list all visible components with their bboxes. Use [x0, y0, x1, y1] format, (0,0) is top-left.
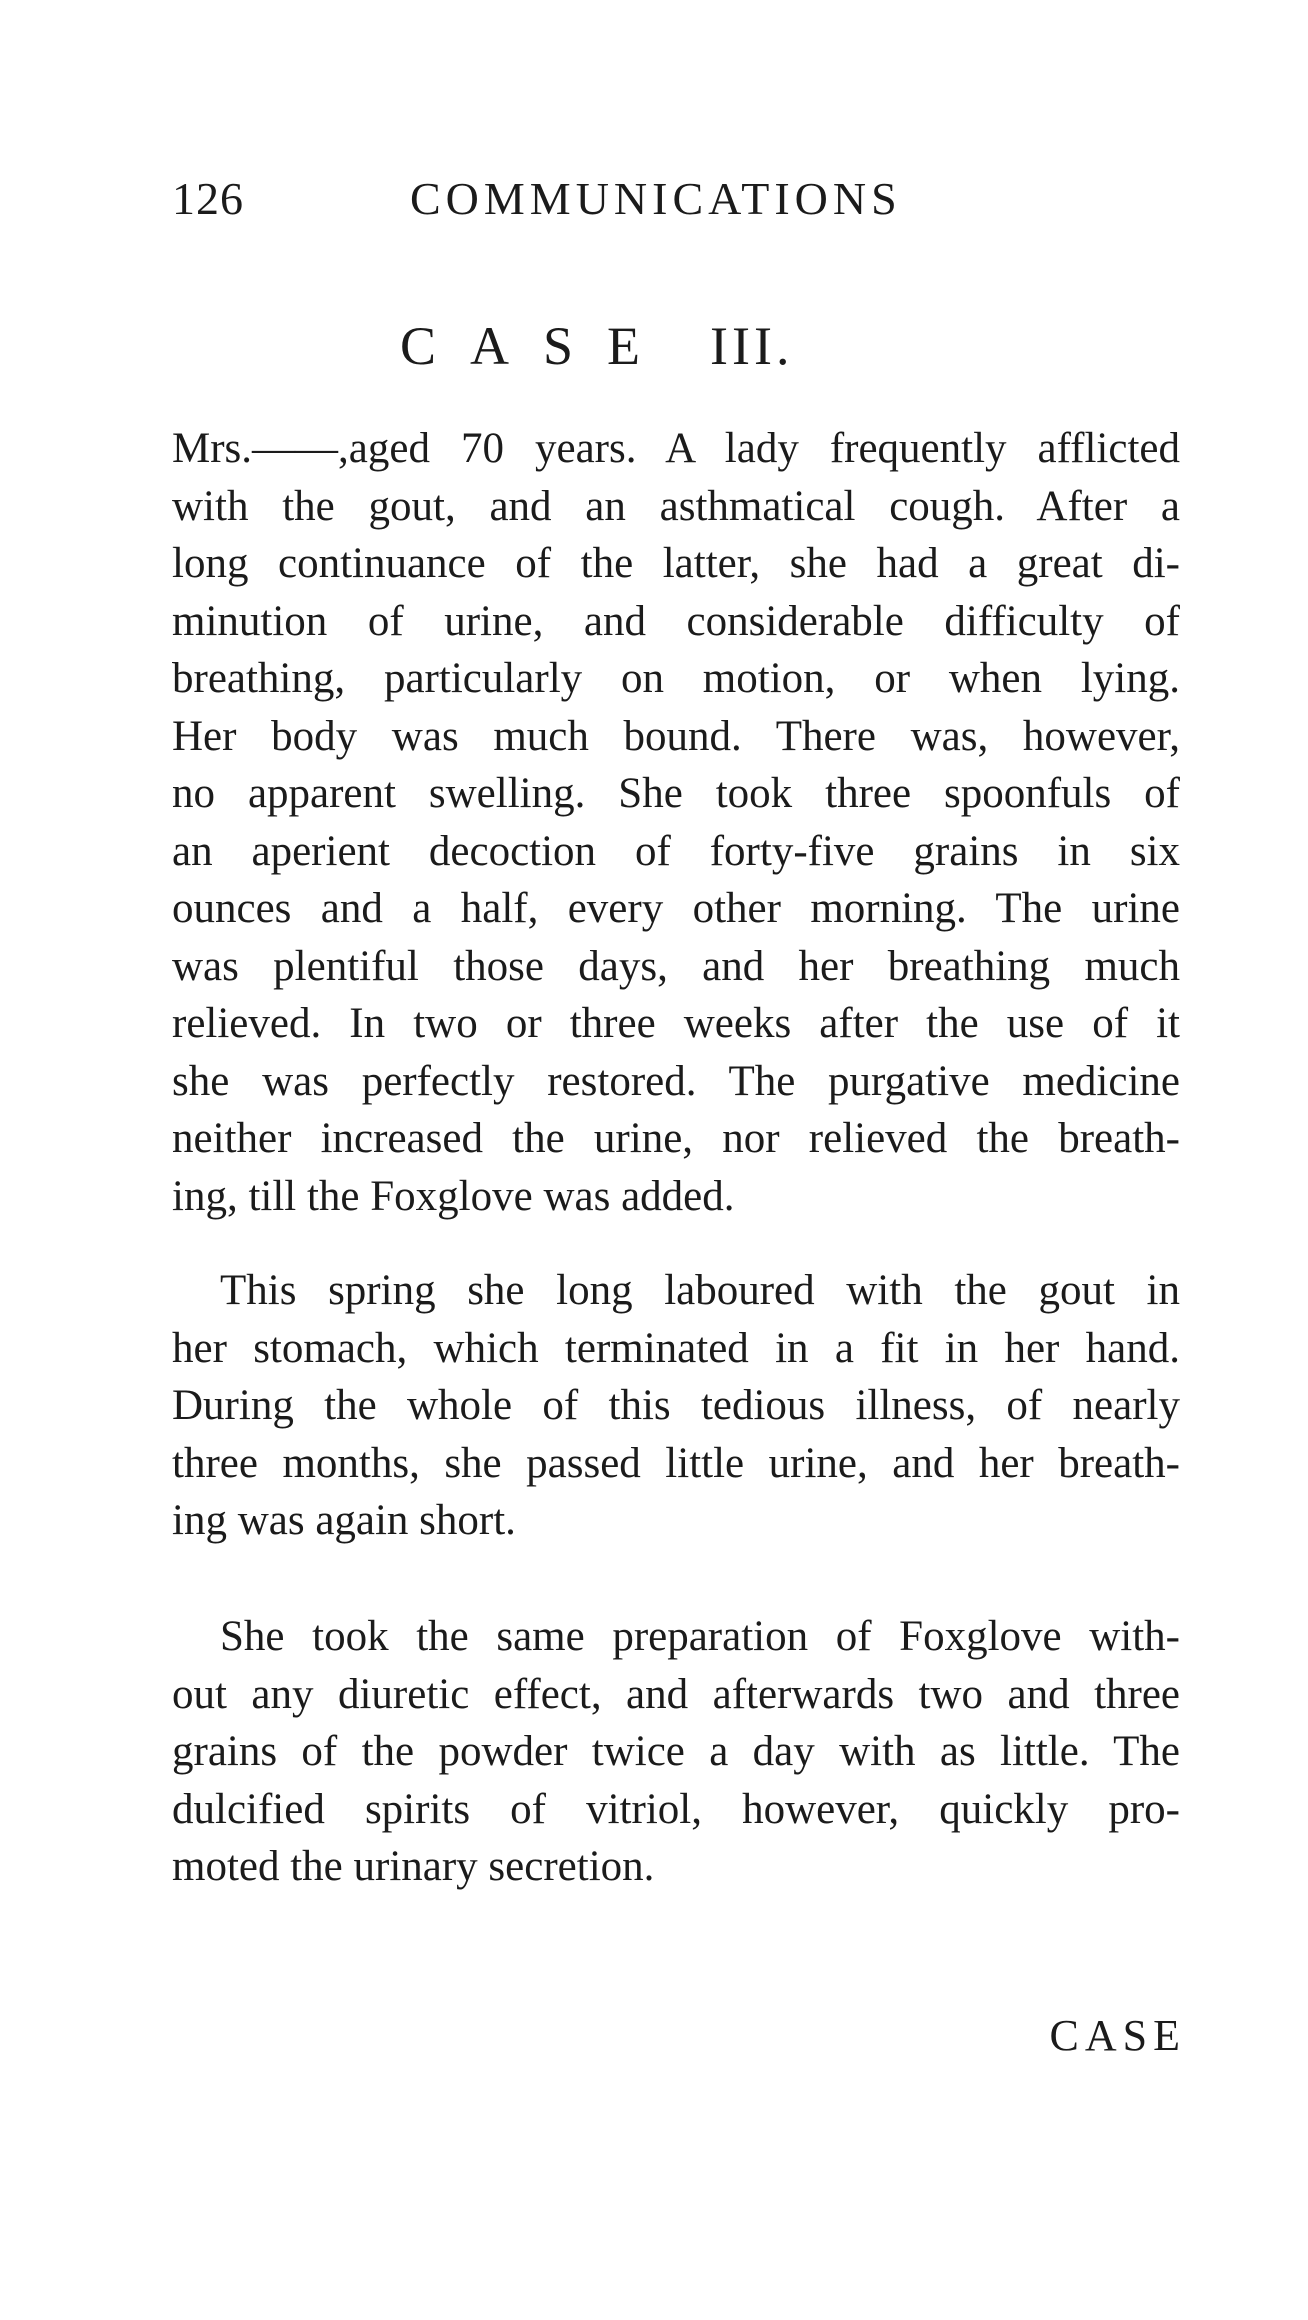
running-title: COMMUNICATIONS: [410, 173, 902, 224]
catchword: CASE: [1049, 2011, 1186, 2060]
paragraph-1: [172, 420, 1180, 1225]
case-heading: [400, 315, 794, 377]
page-number: 126: [172, 173, 244, 224]
paragraph-1-line: no apparent swelling. She took three spoonfuls of: [172, 770, 1180, 817]
paragraph-1-line: minution of urine, and considerable difficulty of: [172, 597, 1180, 645]
paragraph-3-line: dulcified spirits of vitriol, however, quickly pro-: [172, 1785, 1180, 1833]
paragraph-2-line: her stomach, which terminated in a fit in her hand.: [172, 1324, 1180, 1372]
paragraph-2-line: This spring she long laboured with the gout in: [220, 1267, 1180, 1314]
case-heading-word: CASE: [400, 316, 675, 376]
paragraph-1-line: with the gout, and an asthmatical cough. After a: [172, 482, 1180, 530]
paragraph-1-line: long continuance of the latter, she had a great di-: [172, 540, 1180, 587]
paragraph-3-line: moted the urinary secretion.: [172, 1843, 655, 1890]
paragraph-3-line: out any diuretic effect, and afterwards two and three: [172, 1670, 1180, 1718]
paragraph-2: [172, 1262, 1180, 1550]
paragraph-3: [172, 1608, 1180, 1896]
paragraph-3-line: She took the same preparation of Foxglove with-: [220, 1613, 1180, 1660]
paragraph-1-line: Her body was much bound. There was, however,: [172, 712, 1180, 760]
case-heading-number: III.: [710, 316, 794, 376]
paragraph-1-line: was plentiful those days, and her breathing much: [172, 942, 1180, 990]
paragraph-3-line: grains of the powder twice a day with as little. The: [172, 1728, 1180, 1775]
paragraph-1-line: she was perfectly restored. The purgative medicine: [172, 1057, 1180, 1105]
paragraph-1-line: an aperient decoction of forty-five grains in six: [172, 827, 1180, 875]
paragraph-2-line: ing was again short.: [172, 1497, 516, 1544]
paragraph-2-line: three months, she passed little urine, and her breath-: [172, 1439, 1180, 1487]
paragraph-2-line: During the whole of this tedious illness, of nearly: [172, 1382, 1180, 1429]
running-head: [172, 172, 992, 232]
paragraph-1-line: relieved. In two or three weeks after the use of it: [172, 1000, 1180, 1047]
paragraph-1-line: neither increased the urine, nor relieved the breath-: [172, 1115, 1180, 1162]
paragraph-1-line: ing, till the Foxglove was added.: [172, 1172, 735, 1220]
paragraph-1-line: Mrs.——,aged 70 years. A lady frequently afflicted: [172, 425, 1180, 472]
paragraph-1-line: breathing, particularly on motion, or when lying.: [172, 655, 1180, 702]
paragraph-1-line: ounces and a half, every other morning. The urine: [172, 885, 1180, 932]
